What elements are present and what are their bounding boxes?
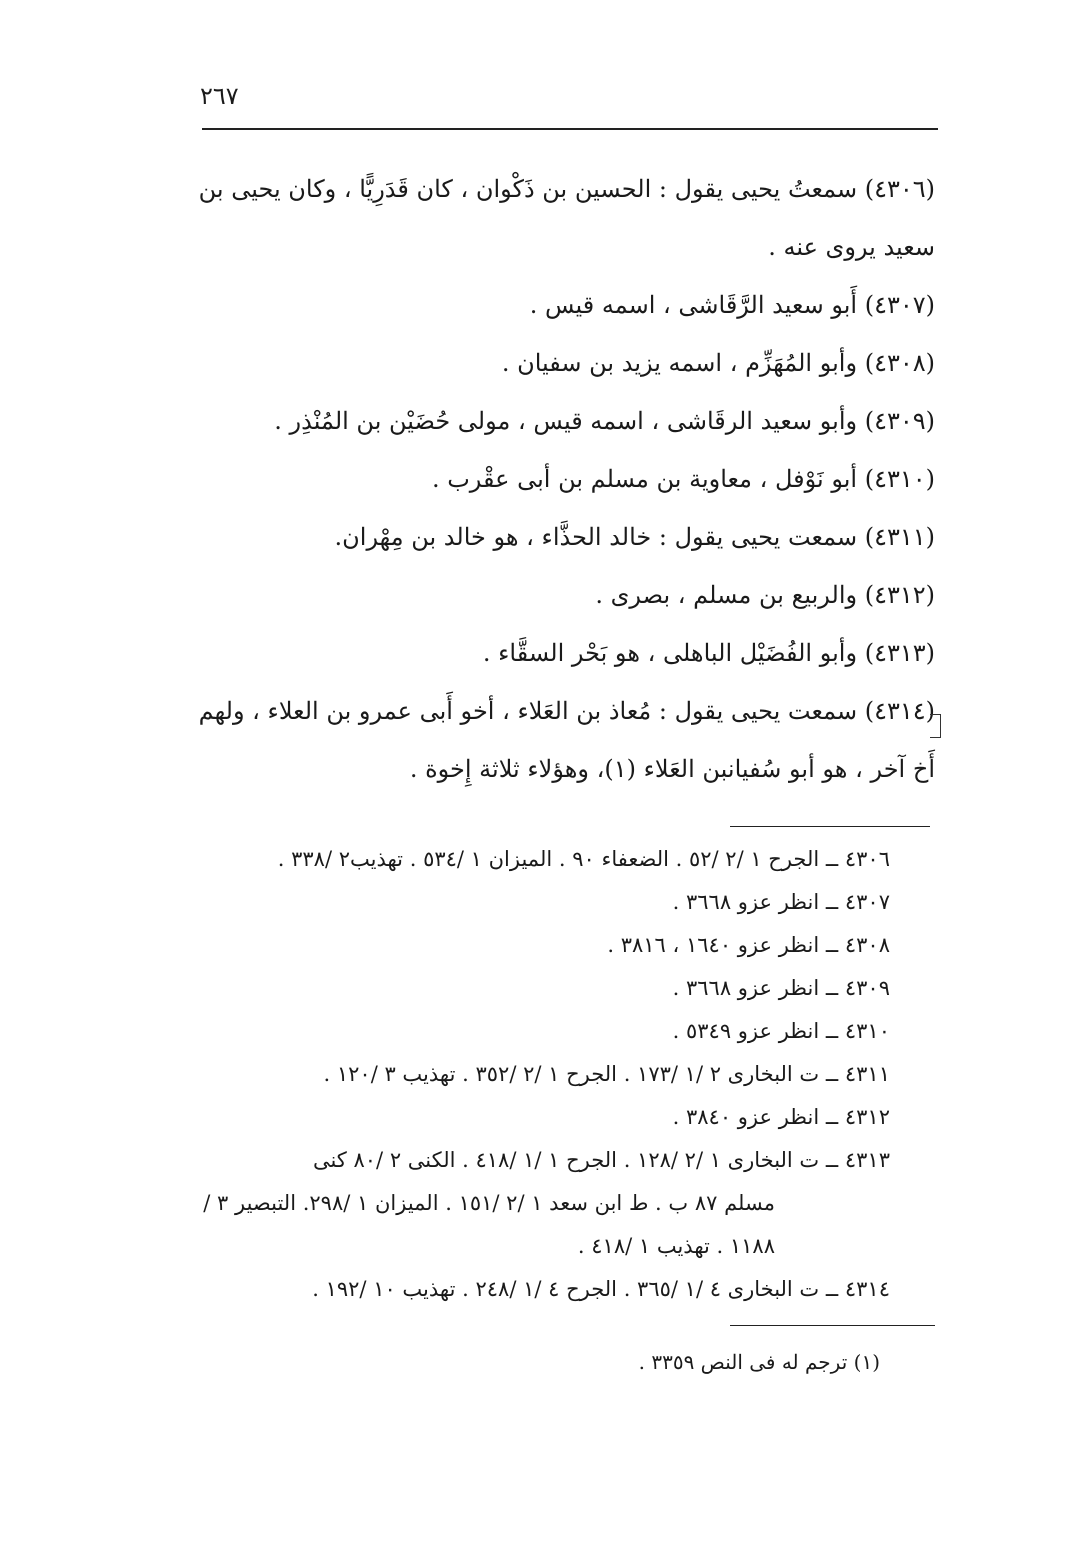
note-continuation: مسلم ٨٧ ب . ط ابن سعد ١ /٢ /١٥١ . الميزان ١ /٢٩٨. التبصير ٣ /١١٨٨ . تهذيب ١ /٤١٨ .: [203, 1191, 775, 1258]
note-4312: [190, 1096, 890, 1139]
note-text: ٤٣٠٦ ــ الجرح ١ /٢ /٥٢ . الضعفاء ٩٠ . الميزان ١ /٥٣٤ . تهذيب٢ /٣٣٨ .: [277, 847, 890, 871]
page-number: ٢٦٧: [200, 82, 239, 110]
note-text: ٤٣٠٨ ــ انظر عزو ١٦٤٠ ، ٣٨١٦ .: [607, 933, 890, 957]
note-text: ٤٣١٢ ــ انظر عزو ٣٨٤٠ .: [672, 1105, 890, 1129]
note-4311: [190, 1053, 890, 1096]
note-4309: [190, 967, 890, 1010]
entry-4311: (٤٣١١) سمعت يحيى يقول : خالد الحذَّاء ، هو خالد بن مِهْران.: [334, 523, 935, 551]
entry-4312: (٤٣١٢) والربيع بن مسلم ، بصرى .: [595, 581, 935, 609]
note-text: ٤٣٠٩ ــ انظر عزو ٣٦٦٨ .: [672, 976, 890, 1000]
note-4314: [190, 1268, 890, 1311]
entry-4313: (٤٣١٣) وأبو الفُضَيْل الباهلى ، هو بَحْر السقَّاء .: [482, 639, 935, 667]
footnote: (١) ترجم له فى النص ٣٣٥٩ .: [638, 1350, 880, 1374]
note-text: ٤٣١١ ــ ت البخارى ٢ /١ /١٧٣ . الجرح ١ /٢ /٣٥٢ . تهذيب ٣ /١٢٠ .: [323, 1062, 890, 1086]
note-4310: [190, 1010, 890, 1053]
entry-4309: (٤٣٠٩) وأبو سعيد الرقَاشى ، اسمه قيس ، مولى حُضَيْن بن المُنْذِر .: [274, 407, 935, 435]
entry-4308: (٤٣٠٨) وأبو المُهَزِّم ، اسمه يزيد بن سفيان .: [501, 349, 935, 377]
notes-rule: [730, 826, 930, 827]
footnote-rule: [730, 1325, 935, 1326]
note-text: ٤٣١٤ ــ ت البخارى ٤ /١ /٣٦٥ . الجرح ٤ /١ /٢٤٨ . تهذيب ١٠ /١٩٢ .: [312, 1277, 890, 1301]
note-text: ٤٣١٣ ــ ت البخارى ١ /٢ /١٢٨ . الجرح ١ /١ /٤١٨ . الكنى ٢ /٨٠ كنى: [312, 1148, 890, 1172]
margin-bracket-mark: [930, 714, 941, 738]
note-text: ٤٣١٠ ــ انظر عزو ٥٣٤٩ .: [672, 1019, 890, 1043]
entry-4314: (٤٣١٤) سمعت يحيى يقول : مُعاذ بن العَلاء ، أخو أَبى عمرو بن العلاء ، ولهم أَخ آخر ، هو أبو سُفيانبن العَلاء (١)، وهؤلاء ثلاثة إِخوة .: [198, 697, 935, 783]
entry-4310: (٤٣١٠) أبو نَوْفل ، معاوية بن مسلم بن أبى عقْرب .: [431, 465, 935, 493]
note-text: ٤٣٠٧ ــ انظر عزو ٣٦٦٨ .: [672, 890, 890, 914]
note-4308: [190, 924, 890, 967]
note-4306: [190, 838, 890, 881]
entries-list: [195, 160, 935, 798]
note-4313: [190, 1139, 890, 1268]
source-notes: [190, 838, 890, 1311]
note-4307: [190, 881, 890, 924]
entry-4306: (٤٣٠٦) سمعتُ يحيى يقول : الحسين بن ذَكْوان ، كان قَدَرِيًّا ، وكان يحيى بن سعيد يروى عنه .: [198, 175, 935, 261]
entry-4307: (٤٣٠٧) أَبو سعيد الرَّقَاشى ، اسمه قيس .: [529, 291, 935, 319]
header-rule: [202, 128, 938, 130]
